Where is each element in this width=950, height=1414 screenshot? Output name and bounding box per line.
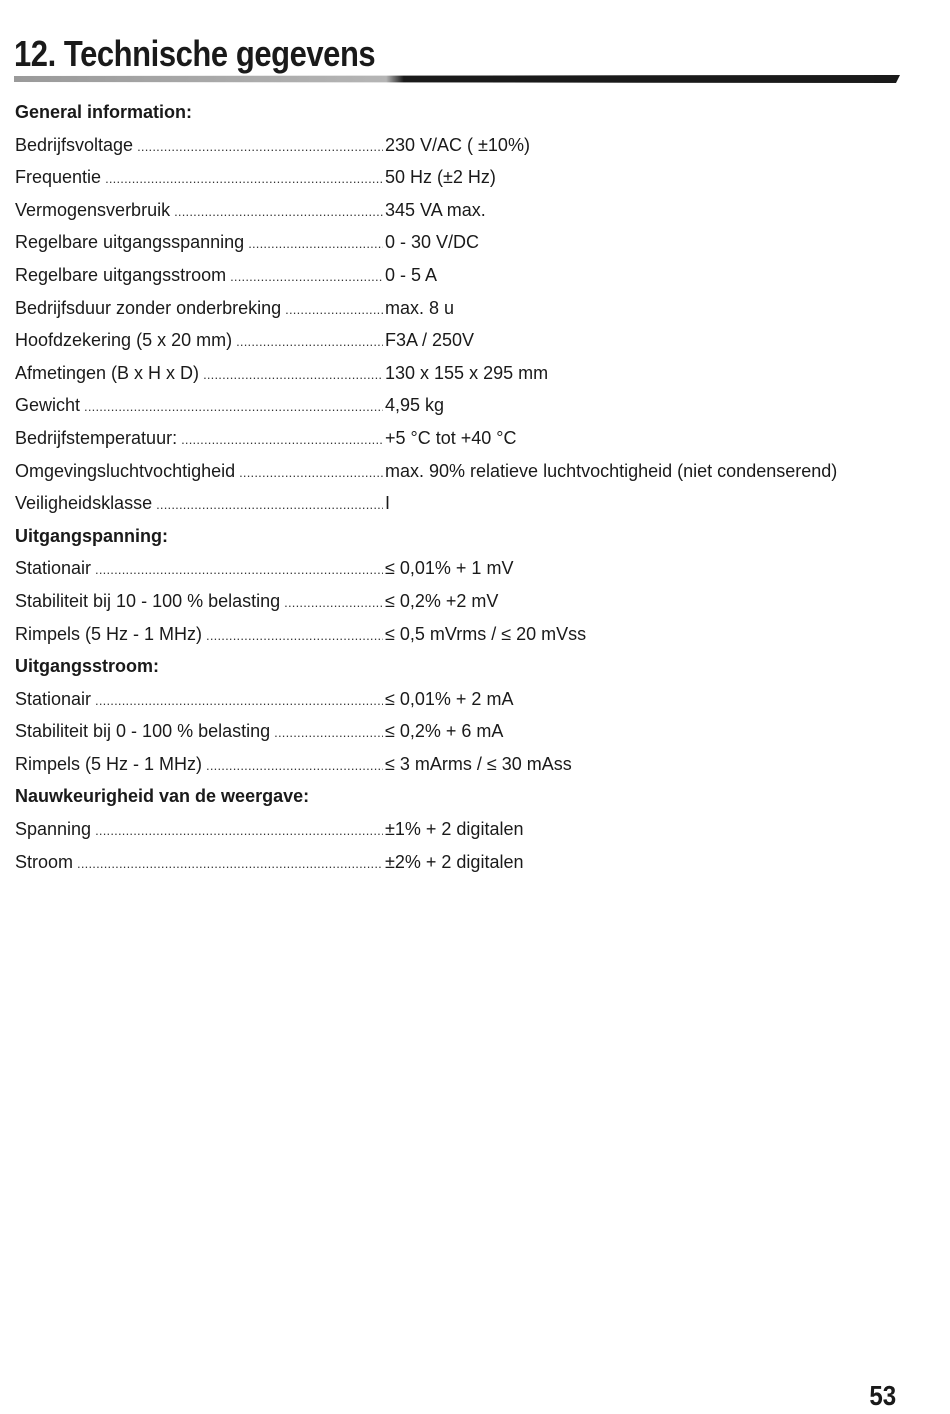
spec-label: Bedrijfsduur zonder onderbreking bbox=[15, 297, 282, 318]
dot-leader bbox=[203, 359, 383, 392]
spec-value: max. 90% relatieve luchtvochtigheid (niet condenserend) bbox=[385, 460, 838, 481]
section-heading: Uitgangspanning: bbox=[15, 525, 168, 546]
dot-leader bbox=[206, 750, 383, 783]
dot-leader bbox=[95, 815, 383, 848]
spec-row bbox=[15, 715, 895, 748]
spec-row bbox=[15, 618, 895, 651]
dot-leader bbox=[284, 587, 383, 620]
spec-value: 4,95 kg bbox=[385, 395, 445, 416]
dot-leader bbox=[181, 424, 383, 457]
spec-label-cell bbox=[15, 585, 383, 620]
spec-row bbox=[15, 487, 895, 520]
spec-label: Regelbare uitgangsstroom bbox=[15, 264, 227, 285]
dot-leader bbox=[95, 685, 383, 718]
spec-label: Stationair bbox=[15, 558, 92, 579]
spec-label: Rimpels (5 Hz - 1 MHz) bbox=[15, 623, 203, 644]
dot-leader bbox=[236, 326, 383, 359]
spec-row bbox=[15, 552, 895, 585]
title-underline bbox=[14, 75, 900, 83]
spec-row bbox=[15, 324, 895, 357]
spec-label-cell bbox=[15, 259, 383, 294]
dot-leader bbox=[248, 228, 383, 261]
spec-label: Hoofdzekering (5 x 20 mm) bbox=[15, 330, 233, 351]
spec-row bbox=[15, 357, 895, 390]
spec-row bbox=[15, 389, 895, 422]
spec-label-cell bbox=[15, 389, 383, 424]
spec-value: ≤ 0,5 mVrms / ≤ 20 mVss bbox=[385, 623, 587, 644]
spec-label: Stationair bbox=[15, 688, 92, 709]
spec-value: ≤ 0,2% + 6 mA bbox=[385, 721, 504, 742]
spec-value: F3A / 250V bbox=[385, 330, 475, 351]
dot-leader bbox=[77, 848, 383, 881]
spec-label-cell bbox=[15, 324, 383, 359]
spec-value: 345 VA max. bbox=[385, 199, 486, 220]
spec-label: Regelbare uitgangsspanning bbox=[15, 232, 245, 253]
spec-label: Spanning bbox=[15, 819, 92, 840]
section-heading: Nauwkeurigheid van de weergave: bbox=[15, 786, 310, 807]
spec-label-cell bbox=[15, 194, 383, 229]
spec-label: Veiligheidsklasse bbox=[15, 493, 153, 514]
spec-label-cell bbox=[15, 683, 383, 718]
dot-leader bbox=[84, 391, 383, 424]
spec-label: Stabiliteit bij 0 - 100 % belasting bbox=[15, 721, 271, 742]
spec-label-cell bbox=[15, 161, 383, 196]
section-heading: Uitgangsstroom: bbox=[15, 656, 159, 677]
spec-label-cell bbox=[15, 422, 383, 457]
spec-row bbox=[15, 813, 895, 846]
page-title: 12. Technische gegevens bbox=[14, 33, 376, 74]
spec-label: Frequentie bbox=[15, 167, 102, 188]
spec-value: max. 8 u bbox=[385, 297, 455, 318]
spec-label-cell bbox=[15, 129, 383, 164]
spec-value: ≤ 0,01% + 1 mV bbox=[385, 558, 514, 579]
spec-label-cell bbox=[15, 846, 383, 881]
spec-label-cell bbox=[15, 357, 383, 392]
spec-value: ≤ 3 mArms / ≤ 30 mAss bbox=[385, 753, 572, 774]
spec-row bbox=[15, 422, 895, 455]
spec-row bbox=[15, 194, 895, 227]
spec-value: ±2% + 2 digitalen bbox=[385, 851, 524, 872]
spec-label-cell bbox=[15, 748, 383, 783]
dot-leader bbox=[137, 131, 383, 164]
spec-label: Omgevingsluchtvochtigheid bbox=[15, 460, 236, 481]
dot-leader bbox=[156, 489, 383, 522]
spec-row bbox=[15, 226, 895, 259]
spec-label: Rimpels (5 Hz - 1 MHz) bbox=[15, 753, 203, 774]
spec-label-cell bbox=[15, 292, 383, 327]
dot-leader bbox=[230, 261, 383, 294]
dot-leader bbox=[105, 163, 383, 196]
spec-label-cell bbox=[15, 226, 383, 261]
spec-row bbox=[15, 748, 895, 781]
spec-row bbox=[15, 161, 895, 194]
spec-value: 0 - 30 V/DC bbox=[385, 232, 480, 253]
dot-leader bbox=[285, 294, 383, 327]
spec-label: Gewicht bbox=[15, 395, 81, 416]
spec-label-cell bbox=[15, 813, 383, 848]
spec-row bbox=[15, 585, 895, 618]
spec-label-cell bbox=[15, 715, 383, 750]
spec-label-cell bbox=[15, 552, 383, 587]
spec-value: 50 Hz (±2 Hz) bbox=[385, 167, 496, 188]
spec-label-cell bbox=[15, 487, 383, 522]
spec-value: 130 x 155 x 295 mm bbox=[385, 362, 549, 383]
spec-value: ≤ 0,2% +2 mV bbox=[385, 590, 499, 611]
spec-label-cell bbox=[15, 455, 383, 490]
spec-label: Bedrijfstemperatuur: bbox=[15, 427, 178, 448]
dot-leader bbox=[174, 196, 383, 229]
section-heading: General information: bbox=[15, 102, 193, 122]
spec-row bbox=[15, 292, 895, 325]
spec-value: I bbox=[385, 493, 391, 514]
spec-label: Stroom bbox=[15, 851, 74, 872]
spec-row bbox=[15, 455, 895, 488]
spec-value: 0 - 5 A bbox=[385, 264, 438, 285]
spec-label-cell bbox=[15, 618, 383, 653]
spec-value: +5 °C tot +40 °C bbox=[385, 427, 517, 448]
spec-value: 230 V/AC ( ±10%) bbox=[385, 134, 530, 155]
spec-row bbox=[15, 683, 895, 716]
dot-leader bbox=[239, 457, 383, 490]
spec-value: ±1% + 2 digitalen bbox=[385, 819, 524, 840]
spec-row bbox=[15, 846, 895, 879]
dot-leader bbox=[95, 554, 383, 587]
dot-leader bbox=[274, 717, 383, 750]
spec-label: Stabiliteit bij 10 - 100 % belasting bbox=[15, 590, 281, 611]
technical-specs bbox=[15, 96, 895, 878]
page-number: 53 bbox=[869, 1380, 896, 1411]
spec-label: Afmetingen (B x H x D) bbox=[15, 362, 200, 383]
dot-leader bbox=[206, 620, 383, 653]
spec-label: Vermogensverbruik bbox=[15, 199, 171, 220]
spec-label: Bedrijfsvoltage bbox=[15, 134, 134, 155]
spec-row bbox=[15, 259, 895, 292]
spec-value: ≤ 0,01% + 2 mA bbox=[385, 688, 514, 709]
spec-row bbox=[15, 129, 895, 162]
